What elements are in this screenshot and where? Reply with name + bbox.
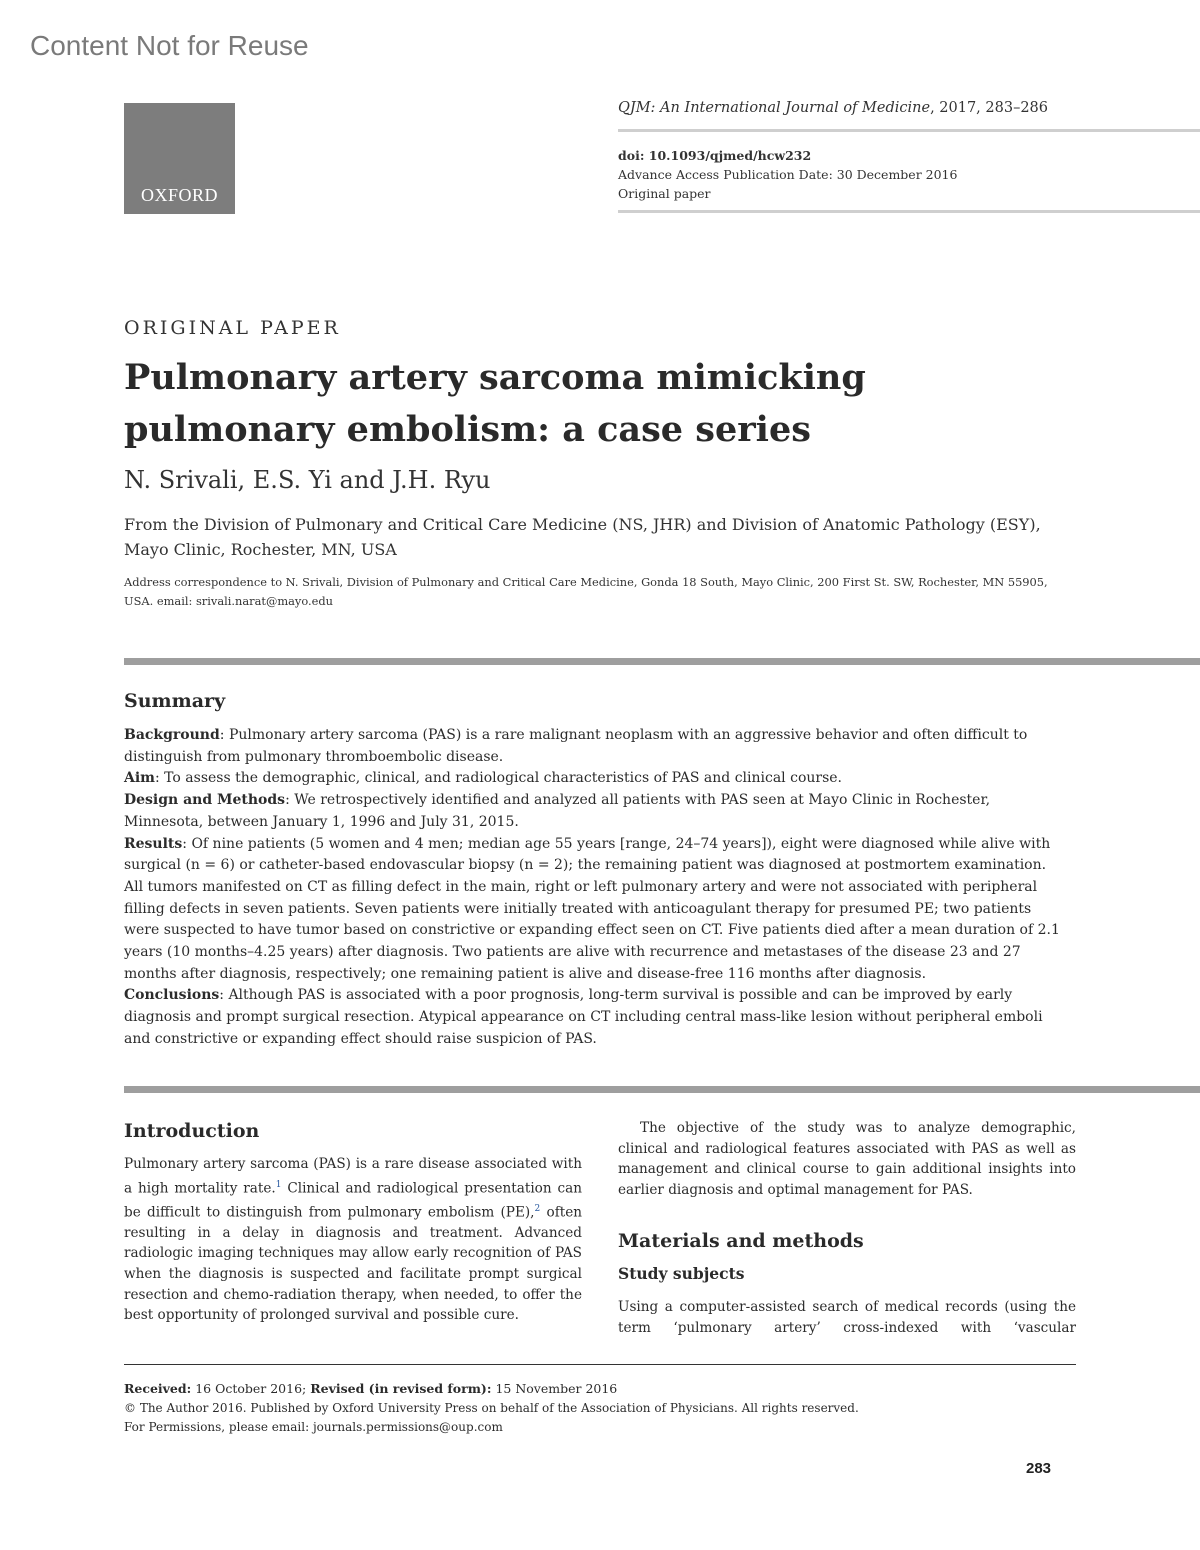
citation-ref-2[interactable]: 2 bbox=[534, 1203, 541, 1214]
objective-paragraph: The objective of the study was to analyze demographic, clinical and radiological features associated with PAS as well as management and clinical course to gain additional insights into earlier diagnosis and optimal management for PAS. bbox=[618, 1120, 1076, 1198]
watermark-text: Content Not for Reuse bbox=[30, 30, 309, 61]
methods-paragraph: Using a computer-assisted search of medical records (using the term ‘pulmonary artery’ cross-indexed with ‘vascular bbox=[618, 1299, 1076, 1336]
journal-name: QJM: An International Journal of Medicine bbox=[618, 100, 931, 116]
methods-heading: Materials and methods bbox=[618, 1230, 864, 1253]
author-list: N. Srivali, E.S. Yi and J.H. Ryu bbox=[124, 466, 491, 494]
article-category: ORIGINAL PAPER bbox=[124, 317, 341, 339]
summary-conclusions: Conclusions: Although PAS is associated with a poor prognosis, long-term survival is possible and can be improved by early diagnosis and prompt surgical resection. Atypical appearance on CT including central mass-like lesion without peripheral emboli and constrictive or expanding effect should raise suspicion of PAS. bbox=[124, 987, 1043, 1047]
summary-design: Design and Methods: We retrospectively identified and analyzed all patients with PAS seen at Mayo Clinic in Rochester, Minnesota, between January 1, 1996 and July 31, 2015. bbox=[124, 792, 991, 830]
introduction-column bbox=[124, 1120, 582, 1326]
correspondence-address: Address correspondence to N. Srivali, Division of Pulmonary and Critical Care Medicine, Gonda 18 South, Mayo Clinic, 200 First St. SW, Rochester, MN 55905, USA. email: srivali.narat@mayo.edu bbox=[124, 575, 1048, 608]
article-meta bbox=[618, 146, 957, 203]
study-subjects-subheading: Study subjects bbox=[618, 1264, 745, 1284]
summary-body bbox=[124, 725, 1069, 1051]
introduction-heading: Introduction bbox=[124, 1120, 260, 1142]
journal-citation bbox=[618, 100, 1048, 116]
doi-link[interactable]: doi: 10.1093/qjmed/hcw232 bbox=[618, 148, 812, 163]
summary-results: Results: Of nine patients (5 women and 4 men; median age 55 years [range, 24–74 years]), eight were diagnosed while alive with surgical (n = 6) or catheter-based endovascular biopsy (n = 2); the remaining patient was diagnosed at postmortem examination. All tumors manifested on CT as filling defect in the main, right or left pulmonary artery and were not associated with peripheral filling defects in seven patients. Seven patients were initially treated with anticoagulant therapy for presumed PE; two patients were suspected to have tumor based on constrictive or expanding effect seen on CT. Five patients died after a mean duration of 2.1 years (10 months–4.25 years) after diagnosis. Two patients are alive with recurrence and metastases of the disease 23 and 27 months after diagnosis, respectively; one remaining patient is alive and disease-free 116 months after diagnosis. bbox=[124, 835, 1060, 982]
footer-notes bbox=[124, 1378, 859, 1437]
summary-divider-bottom bbox=[124, 1086, 1200, 1093]
oxford-logo bbox=[124, 103, 235, 214]
journal-volume: , 2017, 283–286 bbox=[930, 100, 1049, 116]
header-divider-top bbox=[618, 129, 1200, 132]
article-title: Pulmonary artery sarcoma mimicking pulmonary embolism: a case series bbox=[124, 357, 866, 450]
copyright-notice: © The Author 2016. Published by Oxford University Press on behalf of the Association of Physicians. All rights reserved. bbox=[124, 1401, 859, 1415]
permissions-notice: For Permissions, please email: journals.permissions@oup.com bbox=[124, 1420, 503, 1434]
footer-divider bbox=[124, 1364, 1076, 1365]
summary-heading: Summary bbox=[124, 690, 226, 712]
summary-divider-top bbox=[124, 658, 1200, 665]
article-type: Original paper bbox=[618, 186, 711, 201]
summary-background: Background: Pulmonary artery sarcoma (PAS) is a rare malignant neoplasm with an aggressive behavior and often difficult to distinguish from pulmonary thromboembolic disease. bbox=[124, 727, 1028, 765]
author-affiliation: From the Division of Pulmonary and Critical Care Medicine (NS, JHR) and Division of Anatomic Pathology (ESY), Mayo Clinic, Rochester, MN, USA bbox=[124, 515, 1041, 559]
introduction-paragraph: Pulmonary artery sarcoma (PAS) is a rare disease associated with a high mortality rate.$^1$ Clinical and radiological presentation can be difficult to distinguish from pulmonary embolism (PE),$^2$ often resulting in a delay in diagnosis and treatment. Advanced radiologic imaging techniques may allow early recognition of PAS when the diagnosis is suspected and facilitate prompt surgical resection and chemo-radiation therapy, when needed, to offer the best opportunity of prolonged survival and possible cure. bbox=[124, 1156, 582, 1324]
advance-access-date: Advance Access Publication Date: 30 December 2016 bbox=[618, 167, 958, 182]
right-column bbox=[618, 1118, 1076, 1339]
received-dates: Received: 16 October 2016; Revised (in revised form): 15 November 2016 bbox=[124, 1381, 618, 1396]
summary-aim: Aim: To assess the demographic, clinical, and radiological characteristics of PAS and clinical course. bbox=[124, 770, 842, 787]
citation-ref-1[interactable]: 1 bbox=[275, 1179, 282, 1190]
logo-text: OXFORD bbox=[140, 185, 218, 205]
header-divider-bottom bbox=[618, 210, 1200, 213]
page-number: 283 bbox=[1026, 1460, 1052, 1477]
